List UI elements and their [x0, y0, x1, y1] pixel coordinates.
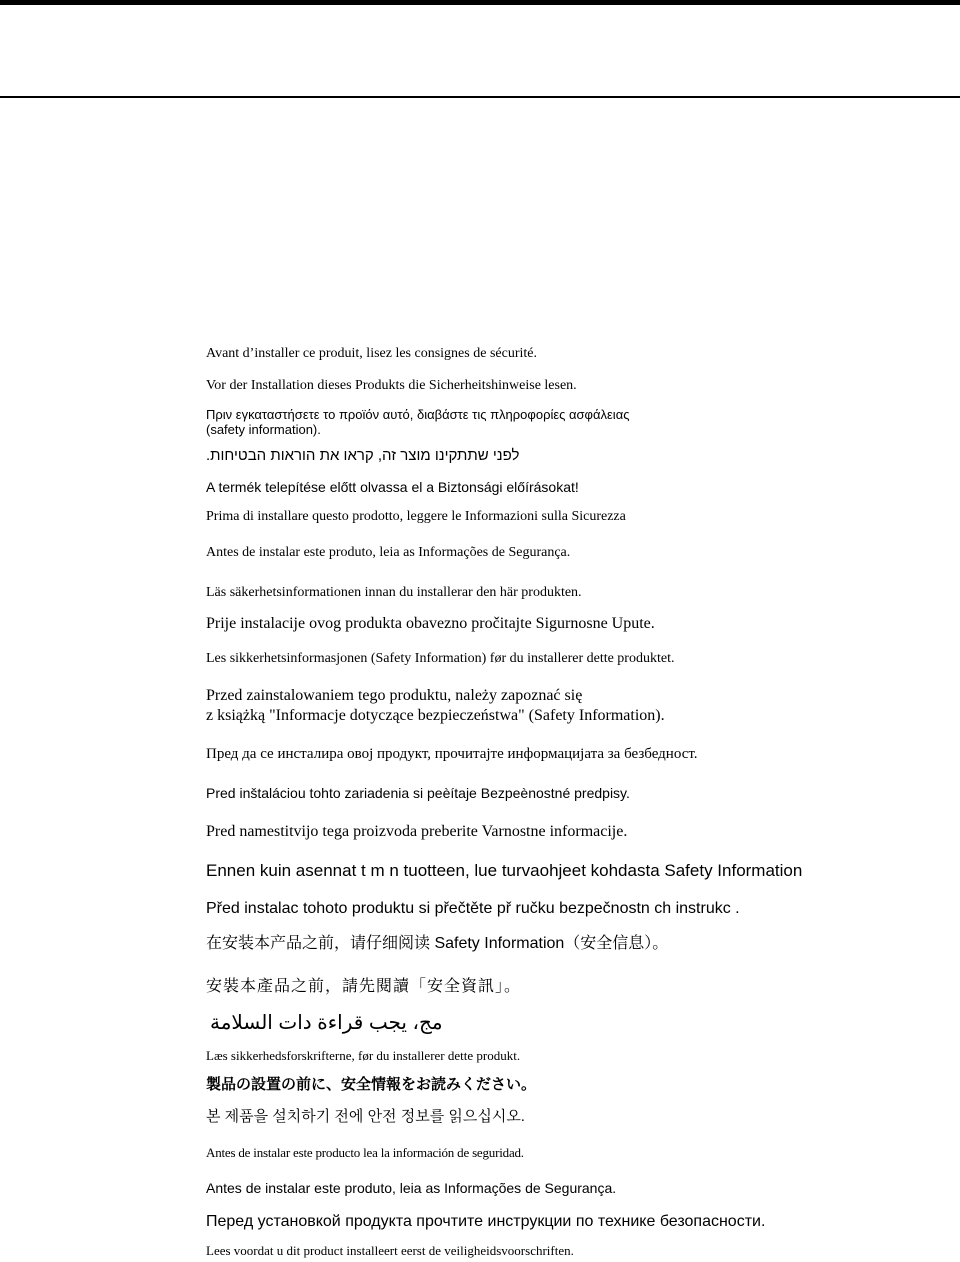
notice-croatian: Prije instalacije ovog produkta obavezno pročitajte Sigurnosne Upute.: [206, 615, 655, 632]
notice-french: Avant d’installer ce produit, lisez les consignes de sécurité.: [206, 346, 537, 361]
notice-spanish: Antes de instalar este producto lea la información de seguridad.: [206, 1145, 524, 1160]
notice-greek-line-2: (safety information).: [206, 422, 321, 437]
notice-russian: Перед установкой продукта прочтите инструкции по технике безопасности.: [206, 1213, 766, 1230]
notice-greek-line-1: Πριν εγκαταστήσετε το προϊόν αυτό, διαβάστε τις πληροφορίες ασφάλειας: [206, 407, 630, 422]
notice-polish-line-2: z książką "Informacje dotyczące bezpieczeństwa" (Safety Information).: [206, 707, 665, 724]
notice-polish: [206, 686, 906, 726]
notice-italian: Prima di installare questo prodotto, leggere le Informazioni sulla Sicurezza: [206, 509, 626, 524]
notice-hungarian: A termék telepítése előtt olvassa el a Biztonsági előírásokat!: [206, 479, 579, 495]
notice-german: Vor der Installation dieses Produkts die Sicherheitshinweise lesen.: [206, 378, 577, 393]
notice-portuguese: Antes de instalar este produto, leia as Informações de Segurança.: [206, 1180, 617, 1196]
notice-danish: Læs sikkerhedsforskrifterne, før du installerer dette produkt.: [206, 1048, 521, 1063]
notice-swedish: Läs säkerhetsinformationen innan du installerar den här produkten.: [206, 585, 582, 600]
notice-chinese-traditional: 安裝本產品之前，請先閱讀「安全資訊」。: [206, 978, 522, 995]
notice-macedonian: Пред да се инсталира овој продукт, прочитајте информацијата за безбедност.: [206, 746, 698, 762]
notice-polish-line-1: Przed zainstalowaniem tego produktu, należy zapoznać się: [206, 687, 583, 704]
notice-greek: [206, 407, 906, 437]
notice-chinese-simplified: 在安装本产品之前，请仔细阅读 Safety Information（安全信息）。: [206, 935, 669, 952]
notice-dutch: Lees voordat u dit product installeert eerst de veiligheidsvoorschriften.: [206, 1243, 574, 1258]
notice-slovenian: Pred namestitvijo tega proizvoda preberite Varnostne informacije.: [206, 823, 628, 840]
notice-slovak: Pred inštaláciou tohto zariadenia si peèítaje Bezpeènostné predpisy.: [206, 785, 630, 801]
notice-arabic: مج، يجب قراءة دات السلامة: [210, 1012, 443, 1034]
header-rule: [0, 96, 960, 98]
notice-finnish: Ennen kuin asennat t m n tuotteen, lue turvaohjeet kohdasta Safety Information: [206, 861, 803, 880]
notice-hebrew: לפני שתתקינו מוצר זה, קראו את הוראות הבטיחות.: [206, 447, 520, 464]
notice-norwegian: Les sikkerhetsinformasjonen (Safety Information) før du installerer dette produktet.: [206, 651, 675, 666]
notice-portuguese-brazil: Antes de instalar este produto, leia as Informações de Segurança.: [206, 545, 571, 560]
notice-czech: Před instalac tohoto produktu si přečtěte př ručku bezpečnostn ch instrukc .: [206, 900, 740, 917]
top-rule: [0, 0, 960, 5]
notice-japanese: 製品の設置の前に、安全情報をお読みください。: [206, 1076, 537, 1093]
notice-korean: 본 제품을 설치하기 전에 안전 정보를 읽으십시오.: [206, 1108, 525, 1125]
